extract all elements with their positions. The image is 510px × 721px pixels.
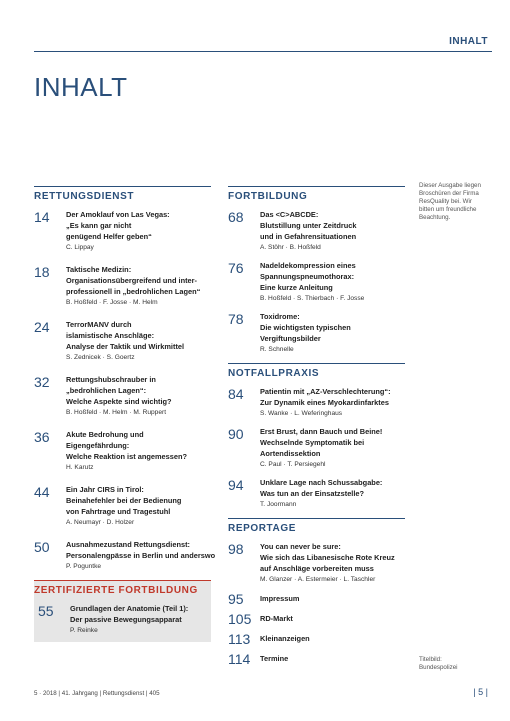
toc-entry-misc[interactable] [228,611,405,627]
toc-entry[interactable] [34,209,211,253]
toc-misc-label: Termine [260,654,289,663]
toc-page-number: 105 [228,611,252,627]
toc-page-number: 50 [34,539,50,555]
toc-title-line: Taktische Medizin: [66,265,132,274]
toc-authors: S. Zednicek · S. Goertz [66,354,135,361]
zertifizierte-fortbildung-box [34,580,211,642]
section-heading-rettungsdienst: RETTUNGSDIENST [34,186,211,205]
toc-title-line: Aortendissektion [260,449,321,458]
column-middle [228,186,405,667]
sidenote-line: ResQuality bei. Wir [419,198,472,205]
toc-title-line: Der passive Bewegungsapparat [70,615,182,624]
toc-entry[interactable] [34,484,211,528]
toc-title-line: Akute Bedrohung und [66,430,144,439]
toc-authors: P. Poguntke [66,563,102,570]
toc-entry[interactable] [34,374,211,418]
cover-credit-line: Bundespolizei [419,664,458,671]
toc-title-line: Organisationsübergreifend und inter- [66,276,197,285]
toc-page-number: 44 [34,484,50,500]
toc-page-number: 84 [228,386,244,402]
toc-title-line: Analyse der Taktik und Wirkmittel [66,342,185,351]
toc-authors: P. Reinke [70,627,98,634]
toc-entry[interactable] [228,209,405,253]
toc-authors: B. Hoßfeld · S. Thierbach · F. Josse [260,295,365,302]
toc-authors: B. Hoßfeld · M. Helm · M. Ruppert [66,409,167,416]
toc-page-number: 18 [34,264,50,280]
footer-issue-info: 5 · 2018 | 41. Jahrgang | Rettungsdienst | 405 [34,690,160,697]
toc-title-line: von Fahrtrage und Tragestuhl [66,507,171,516]
toc-title-line: Rettungshubschrauber in [66,375,156,384]
toc-entry-body [260,209,405,253]
toc-page-number: 114 [228,651,251,667]
toc-page-number: 113 [228,631,251,647]
reportage-list [228,541,405,585]
toc-title-line: Das <C>ABCDE: [260,210,319,219]
zertifizierte-list [34,603,211,636]
toc-entry[interactable] [228,541,405,585]
toc-entry-body [260,311,405,355]
toc-authors: A. Stöhr · B. Hoßfeld [260,244,321,251]
toc-entry-body [66,484,211,528]
toc-authors: H. Karutz [66,464,94,471]
toc-entry-body [66,539,215,572]
toc-page-number: 68 [228,209,244,225]
toc-title-line: Welche Aspekte sind wichtig? [66,397,172,406]
toc-page-number: 32 [34,374,50,390]
toc-page-number: 76 [228,260,244,276]
toc-entry-body [66,209,211,253]
toc-title-line: Nadeldekompression eines [260,261,356,270]
toc-title-line: „Es kann gar nicht [66,221,132,230]
toc-title-line: Der Amoklauf von Las Vegas: [66,210,170,219]
toc-entry[interactable] [228,477,405,510]
toc-page-number: 98 [228,541,244,557]
toc-entry[interactable] [228,260,405,304]
sidenote [419,182,495,222]
toc-title-line: Wechselnde Symptomatik bei [260,438,365,447]
notfallpraxis-list [228,386,405,510]
toc-misc-label: RD-Markt [260,614,293,623]
toc-entry-misc[interactable] [228,631,405,647]
sidenote-line: Beachtung. [419,214,451,221]
toc-authors: B. Hoßfeld · F. Josse · M. Helm [66,299,158,306]
top-rule [34,51,492,52]
toc-title-line: Toxidrome: [260,312,300,321]
toc-title-line: Eigengefährdung: [66,441,130,450]
toc-title-line: Spannungspneumothorax: [260,272,355,281]
toc-misc-label: Impressum [260,594,300,603]
toc-entry-body [260,260,405,304]
rettungsdienst-list [34,209,216,572]
toc-title-line: professionell in „bedrohlichen Lagen“ [66,287,201,296]
toc-title-line: Was tun an der Einsatzstelle? [260,489,365,498]
toc-title-line: Patientin mit „AZ-Verschlechterung“: [260,387,391,396]
toc-authors: C. Lippay [66,244,94,251]
sidenote-line: Dieser Ausgabe liegen [419,182,481,189]
section-heading-zertifizierte: ZERTIFIZIERTE FORTBILDUNG [34,580,211,599]
toc-page-number: 90 [228,426,244,442]
toc-entry[interactable] [34,539,216,572]
toc-page-number: 78 [228,311,244,327]
toc-title-line: TerrorMANV durch [66,320,132,329]
toc-title-line: Welche Reaktion ist angemessen? [66,452,188,461]
toc-entry-body [260,386,405,419]
toc-entry[interactable] [228,426,405,470]
toc-title-line: Vergiftungsbilder [260,334,321,343]
sidenote-line: Broschüren der Firma [419,190,479,197]
toc-title-line: Ausnahmezustand Rettungsdienst: [66,540,191,549]
toc-entry-misc[interactable] [228,591,405,607]
toc-title-line: Zur Dynamik eines Myokardinfarktes [260,398,389,407]
toc-title-line: auf Anschläge vorbereiten muss [260,564,374,573]
toc-entry-body [66,264,211,308]
toc-authors: S. Wanke · L. Weferinghaus [260,410,343,417]
section-heading-fortbildung: FORTBILDUNG [228,186,405,205]
toc-title-line: und in Gefahrensituationen [260,232,357,241]
toc-entry[interactable] [34,603,211,636]
toc-title-line: Erst Brust, dann Bauch und Beine! [260,427,383,436]
toc-entry-body [260,477,405,510]
toc-misc-label: Kleinanzeigen [260,634,310,643]
toc-title-line: Ein Jahr CIRS in Tirol: [66,485,144,494]
toc-authors: M. Glanzer · A. Estermeier · L. Taschler [260,576,376,583]
section-heading-reportage: REPORTAGE [228,518,405,537]
cover-credit [419,656,495,672]
toc-title-line: „bedrohlichen Lagen“: [66,386,147,395]
toc-entry[interactable] [34,264,211,308]
toc-entry-misc[interactable] [228,651,405,667]
toc-entry-body [70,603,211,636]
toc-authors: R. Schnelle [260,346,294,353]
toc-page-number: 36 [34,429,50,445]
footer-page-number: | 5 | [473,687,488,697]
toc-entry[interactable] [34,429,211,473]
toc-page-number: 24 [34,319,50,335]
toc-page-number: 14 [34,209,50,225]
toc-title-line: Wie sich das Libanesische Rote Kreuz [260,553,395,562]
toc-entry-body [66,319,211,363]
toc-title-line: Unklare Lage nach Schussabgabe: [260,478,383,487]
toc-title-line: genügend Helfer geben“ [66,232,152,241]
toc-title-line: Personalengpässe in Berlin und anderswo [66,551,216,560]
page-title: INHALT [34,72,128,102]
cover-credit-line: Titelbild: [419,656,442,663]
toc-entry-body [66,374,211,418]
toc-title-line: Grundlagen der Anatomie (Teil 1): [70,604,189,613]
toc-entry-body [66,429,211,473]
toc-authors: C. Paul · T. Persiegehl [260,461,326,468]
toc-title-line: Blutstillung unter Zeitdruck [260,221,357,230]
section-heading-notfallpraxis: NOTFALLPRAXIS [228,363,405,382]
toc-title-line: Die wichtigsten typischen [260,323,351,332]
toc-entry-body [260,426,405,470]
toc-page-number: 95 [228,591,244,607]
toc-entry[interactable] [228,386,405,419]
toc-title-line: islamistische Anschläge: [66,331,155,340]
toc-title-line: Eine kurze Anleitung [260,283,333,292]
toc-authors: T. Joormann [260,501,297,508]
toc-title-line: Beinahefehler bei der Bedienung [66,496,182,505]
toc-entry[interactable] [228,311,405,355]
toc-page-number: 94 [228,477,244,493]
fortbildung-list [228,209,405,355]
misc-list [228,591,405,667]
toc-entry-body [260,541,405,585]
section-tag: INHALT [449,36,488,47]
toc-entry[interactable] [34,319,211,363]
column-left [34,186,216,642]
toc-page-number: 55 [38,603,54,619]
toc-title-line: You can never be sure: [260,542,341,551]
sidenote-line: bitten um freundliche [419,206,477,213]
toc-authors: A. Neumayr · D. Holzer [66,519,135,526]
